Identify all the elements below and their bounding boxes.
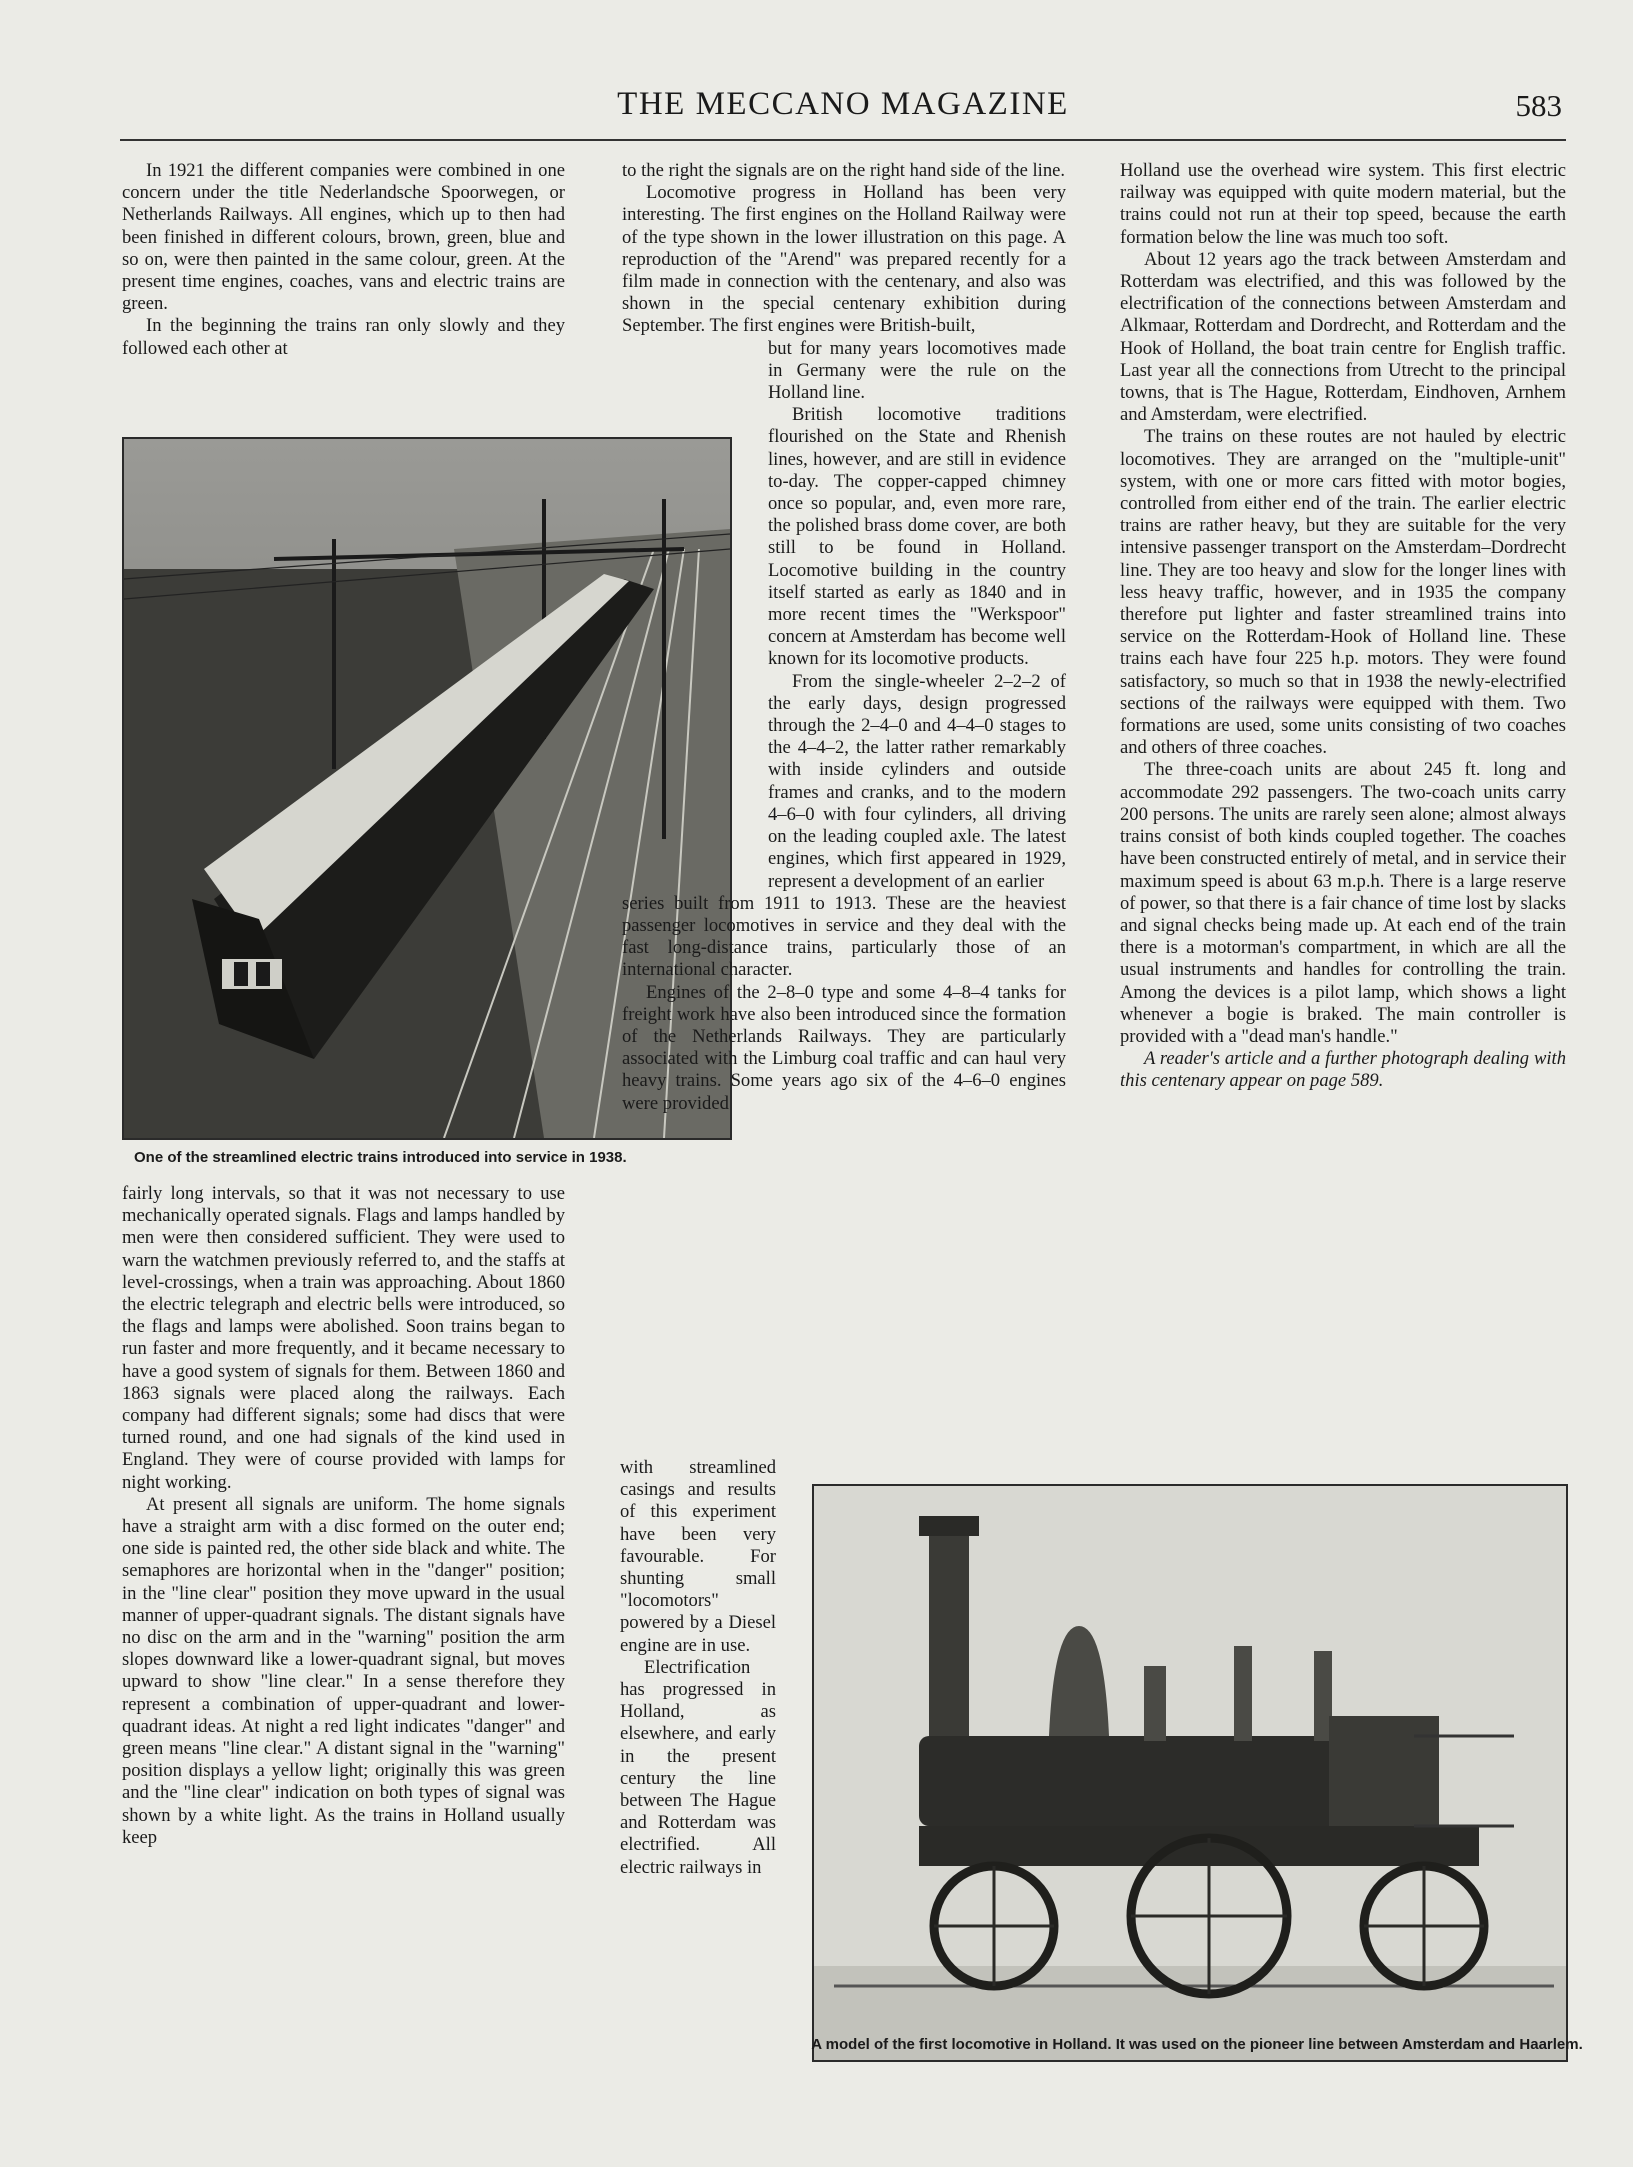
paragraph: The trains on these routes are not hauled by electric locomotives. They are arranged on the "multiple-unit" system, with one or more cars fitted with motor bogies, controlled from either end of the train. The earlier electric trains are rather heavy, but they are suitable for the very intensive passenger transport on the Amsterdam–Dordrecht line. They are too heavy and slow for the longer lines with less heavy traffic, however, and in 1935 the company therefore put lighter and faster streamlined trains into service on the Rotterdam-Hook of Holland line. These trains each have four 225 h.p. motors. They were found satisfactory, so much so that in 1938 the newly-electrified sections of the railways were equipped with them. Two formations are used, some units consisting of two coaches and others of three coaches. <box>1120 426 1566 759</box>
paragraph: Holland use the overhead wire system. This first electric railway was equipped with quite modern material, but the trains could not run at their top speed, because the earth formation below the line was much too soft. <box>1120 160 1566 248</box>
paragraph: Locomotive progress in Holland has been very interesting. The first engines on the Holland Railway were of the type shown in the lower illustration on this page. A reproduction of the "Arend" was prepared recently for a film made in connection with the centenary, and also was shown in the special centenary exhibition during September. The first engines were British-built, <box>622 182 1066 337</box>
paragraph: British locomotive traditions flourished on the State and Rhenish lines, however, and are still in evidence to-day. The copper-capped chimney once so popular, and, even more rare, the polished brass dome cover, are both still to be found in Holland. Locomotive building in the country itself started as early as 1840 and in more recent times the "Werkspoor" concern at Amsterdam has become well known for its locomotive products. <box>768 404 1066 670</box>
train-photo-caption: One of the streamlined electric trains introduced into service in 1938. <box>134 1149 627 1166</box>
paragraph: to the right the signals are on the right hand side of the line. <box>622 160 1066 181</box>
paragraph: Electrification has progressed in Holland, as elsewhere, and early in the present century the line between The Hague and Rotterdam was electrified. All electric railways in <box>620 1656 776 1878</box>
paragraph: In 1921 the different companies were combined in one concern under the title Nederlandsche Spoorwegen, or Netherlands Railways. All engines, which up to then had been finished in different colours, brown, green, blue and so on, were then painted in the same colour, green. At the present time engines, coaches, vans and electric trains are green. <box>122 160 565 315</box>
locomotive-model-photo <box>812 1484 1568 2062</box>
column-2-bottom <box>620 1457 776 1879</box>
column-1-top <box>122 160 565 360</box>
page-number: 583 <box>1515 88 1562 123</box>
paragraph: In the beginning the trains ran only slowly and they followed each other at <box>122 315 565 359</box>
page-header <box>120 86 1566 136</box>
paragraph: series built from 1911 to 1913. These are the heaviest passenger locomotives in service and they deal with the fast long-distance trains, particularly those of an international character. <box>622 892 1066 981</box>
column-1-bottom <box>122 1183 565 1849</box>
magazine-title: THE MECCANO MAGAZINE <box>617 86 1069 122</box>
paragraph: Engines of the 2–8–0 type and some 4–8–4 tanks for freight work have also been introduced since the formation of the Netherlands Railways. They are particularly associated with the Limburg coal traffic and can haul very heavy trains. Some years ago six of the 4–6–0 engines were provided <box>622 981 1066 1114</box>
locomotive-illustration <box>814 1486 1566 2060</box>
paragraph: At present all signals are uniform. The home signals have a straight arm with a disc formed on the outer end; one side is painted red, the other side black and white. The semaphores are horizontal when in the "danger" position; in the "line clear" position they move upward in the usual manner of upper-quadrant signals. The distant signals have no disc on the arm and in the "warning" position the arm slopes downward like a lower-quadrant signal, but moves upward to show "line clear." In a sense therefore they represent a combination of upper-quadrant and lower-quadrant ideas. At night a red light indicates "danger" and green means "line clear." A distant signal in the "warning" position displays a yellow light; originally this was green and the "line clear" indication on both types of signal was shown by a white light. As the trains in Holland usually keep <box>122 1493 565 1848</box>
paragraph: About 12 years ago the track between Amsterdam and Rotterdam was electrified, and this was followed by the electrification of the connections between Amsterdam and Alkmaar, Rotterdam and Dordrecht, and Rotterdam and the Hook of Holland, the boat train centre for English traffic. Last year all the connections from Utrecht to the principal towns, that is The Hague, Rotterdam, Eindhoven, Arnhem and Amsterdam, were electrified. <box>1120 248 1566 426</box>
column-2-top <box>622 160 1066 1115</box>
paragraph: but for many years locomotives made in Germany were the rule on the Holland line. <box>768 337 1066 404</box>
column-3 <box>1120 160 1566 1093</box>
reader-article-note: A reader's article and a further photograph dealing with this centenary appear on page 589. <box>1120 1048 1566 1092</box>
paragraph: From the single-wheeler 2–2–2 of the early days, design progressed through the 2–4–0 and 4–4–0 stages to the 4–4–2, the latter rather remarkably with inside cylinders and outside frames and cranks, and to the modern 4–6–0 with four cylinders, all driving on the leading coupled axle. The latest engines, which first appeared in 1929, represent a development of an earlier <box>768 670 1066 892</box>
paragraph: fairly long intervals, so that it was not necessary to use mechanically operated signals. Flags and lamps handled by men were then considered sufficient. They were used to warn the watchmen previously referred to, and the staffs at level-crossings, when a train was approaching. About 1860 the electric telegraph and electric bells were introduced, so the flags and lamps were abolished. Soon trains began to run faster and more frequently, and it became necessary to have a good system of signals for them. Between 1860 and 1863 signals were placed along the railways. Each company had different signals; some had discs that were turned round, and one had signals of the kind used in England. They were of course provided with lamps for night working. <box>122 1183 565 1493</box>
paragraph: The three-coach units are about 245 ft. long and accommodate 292 passengers. The two-coach units carry 200 persons. The units are rarely seen alone; almost always trains consist of both kinds coupled together. The coaches have been constructed entirely of metal, and in service their maximum speed is about 63 m.p.h. There is a large reserve of power, so that there is a fair chance of time lost by slacks and signal checks being made up. At each end of the train there is a motorman's compartment, in which are all the usual instruments and handles for controlling the train. Among the devices is a pilot lamp, which shows a light whenever a bogie is braked. The main controller is provided with a "dead man's handle." <box>1120 759 1566 1047</box>
paragraph: with streamlined casings and results of this experiment have been very favourable. For shunting small "locomotors" powered by a Diesel engine are in use. <box>620 1457 776 1656</box>
header-rule <box>120 139 1566 141</box>
locomotive-photo-caption: A model of the first locomotive in Holland. It was used on the pioneer line between Amsterdam and Haarlem. <box>811 2036 1583 2053</box>
column-2-narrow <box>768 338 1066 893</box>
